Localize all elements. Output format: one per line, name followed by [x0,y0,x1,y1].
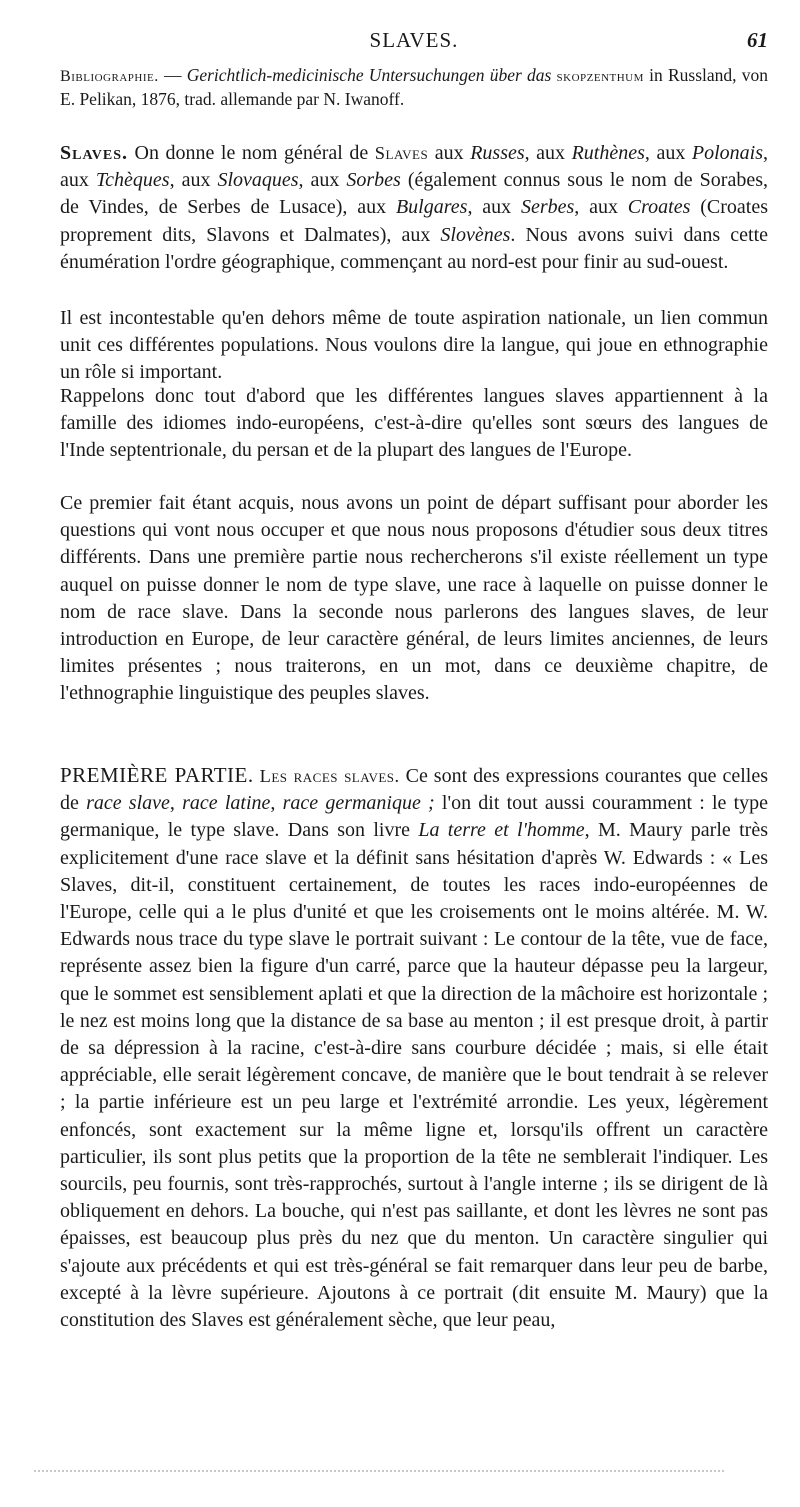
text-run: race germanique ; [282,792,435,815]
text-run: Slovaques [217,169,299,192]
running-title: SLAVES. [369,28,459,52]
text-run: , aux [169,169,218,192]
text-run: l'on dit tout aussi couramment : le type germanique, le type slave. Dans son livre [60,792,769,842]
part-one-subheading: Les races slaves. [259,766,400,786]
text-run: , [169,792,183,815]
text-run: , aux [574,196,628,219]
article-paragraph-2 [60,305,768,387]
text-run: race latine [182,792,271,815]
article-paragraph-1 [60,140,768,276]
text-run: Tchèques [95,169,170,192]
text-run: Ce sont des expressions courantes que celles de [60,765,769,815]
text-run: race slave [86,792,170,815]
text-run: , aux [60,142,768,192]
article-paragraph-3 [60,383,768,465]
text-run: , aux [524,142,572,164]
text-run: , M. Maury parle très explicitement d'une race slave et la définit sans hésitation d'après W. Edwards : « Les Slaves, dit-il, constituent certainement, de toutes les races indo-européennes de l'Europe, celle qui a le plus d'unité et que les croisements ont le moins altérée. M. W. Edwards nous trace du type slave le portrait suivant : Le contour de la tête, vue de face, représente assez bien la figure d'un carré, parce que la hauteur dépasse peu la largeur, que le sommet est sensiblement aplati et que la direction de la mâchoire est horizontale ; le nez est moins long que la distance de sa base au menton ; il est presque droit, à partir de sa dépression à la racine, c'est-à-dire sans courbure décidée ; mais, si elle était appréciable, elle serait légèrement concave, de manière que le bout tendrait à se relever ; la partie inférieure est un peu large et l'extrémité arrondie. Les yeux, légèrement enfoncés, sont exactement sur la même ligne et, lorsqu'ils offrent un caractère particulier, ils sont plus petits que la proportion de la tête ne semblerait l'indiquer. Les sourcils, peu fournis, sont très-rapprochés, surtout à l'angle interne ; ils se dirigent de là obliquement en dehors. La bouche, qui n'est pas saillante, et dont les lèvres ne sont pas épaisses, est beaucoup plus près du nez que du menton. Un caractère singulier qui s'ajoute aux précédents et qui est très-général se fait remarquer dans leur peu de barbe, excepté à la lèvre supérieure. Ajoutons à ce portrait (dit ensuite M. Maury) que la constitution des Slaves est généralement sèche, que leur peau, [60,819,768,1332]
text-run: , aux [298,169,347,192]
bibliography-label: Bibliographie. [60,68,159,85]
text-run: Slaves [374,143,429,163]
text-run: La terre et l'homme [418,819,585,842]
text-run: , [270,792,283,815]
part-one-section [60,762,768,1334]
text-run: (Croates proprement dits, Slavons et Dalmates), aux [60,196,768,246]
text-run: Sorbes [346,169,401,192]
text-run: Serbes [520,196,575,219]
page-header [60,28,768,56]
text-run: On donne le nom général de [128,142,375,164]
bibliography-note [60,64,768,111]
text-run: (également connus sous le nom de Sorabes, de Vindes, de Serbes de Lusace), aux [60,169,768,219]
text-run: aux [428,142,471,164]
bibliography-rest: in Russland, von E. Pelikan, 1876, trad. allemande par N. Iwanoff. [60,65,768,109]
part-one-heading: PREMIÈRE PARTIE. [60,763,254,787]
article-paragraph-4 [60,490,768,708]
paragraph-text: Il est incontestable qu'en dehors même de toute aspiration nationale, un lien commun unit ces différentes populations. Nous voulons dire la langue, qui joue en ethnographie un rôle si important. [60,307,768,384]
bibliography-subject: skopzenthum [556,68,644,85]
text-run: Russes [470,142,525,164]
text-run: Polonais [691,142,763,164]
text-run: Slovènes [440,223,511,246]
page-number: 61 [747,28,768,52]
text-run: , aux [467,196,521,219]
paragraph-text: Ce premier fait étant acquis, nous avons un point de départ suffisant pour aborder les questions qui vont nous occuper et que nous nous proposons d'étudier sous deux titres différents. Dans une première partie nous rechercherons s'il existe réellement un type auquel on puisse donner le nom de type slave, une race à laquelle on puisse donner le nom de race slave. Dans la seconde nous parlerons des langues slaves, de leur introduction en Europe, de leur caractère général, de leurs limites anciennes, de leurs limites présentes ; nous traiterons, en un mot, dans ce deuxième chapitre, de l'ethnographie linguistique des peuples slaves. [60,492,768,705]
text-run: Bulgares [395,196,468,219]
text-run: , aux [644,142,692,164]
footer-rule [34,1470,724,1474]
article-head-word: Slaves. [60,142,129,164]
bibliography-dash: — [158,65,187,85]
text-run: Ruthènes [571,142,645,164]
text-run: . Nous avons suivi dans cette énumération l'ordre géographique, commençant au nord-est pour finir au sud-ouest. [60,223,769,273]
text-run: Croates [627,196,691,219]
paragraph-text: Rappelons donc tout d'abord que les différentes langues slaves appartiennent à la famille des idiomes indo-européens, c'est-à-dire qu'elles sont sœurs des langues de l'Inde septentrionale, du persan et de la plupart des langues de l'Europe. [60,385,768,462]
bibliography-title: Gerichtlich-medicinische Untersuchungen über das [186,65,552,85]
